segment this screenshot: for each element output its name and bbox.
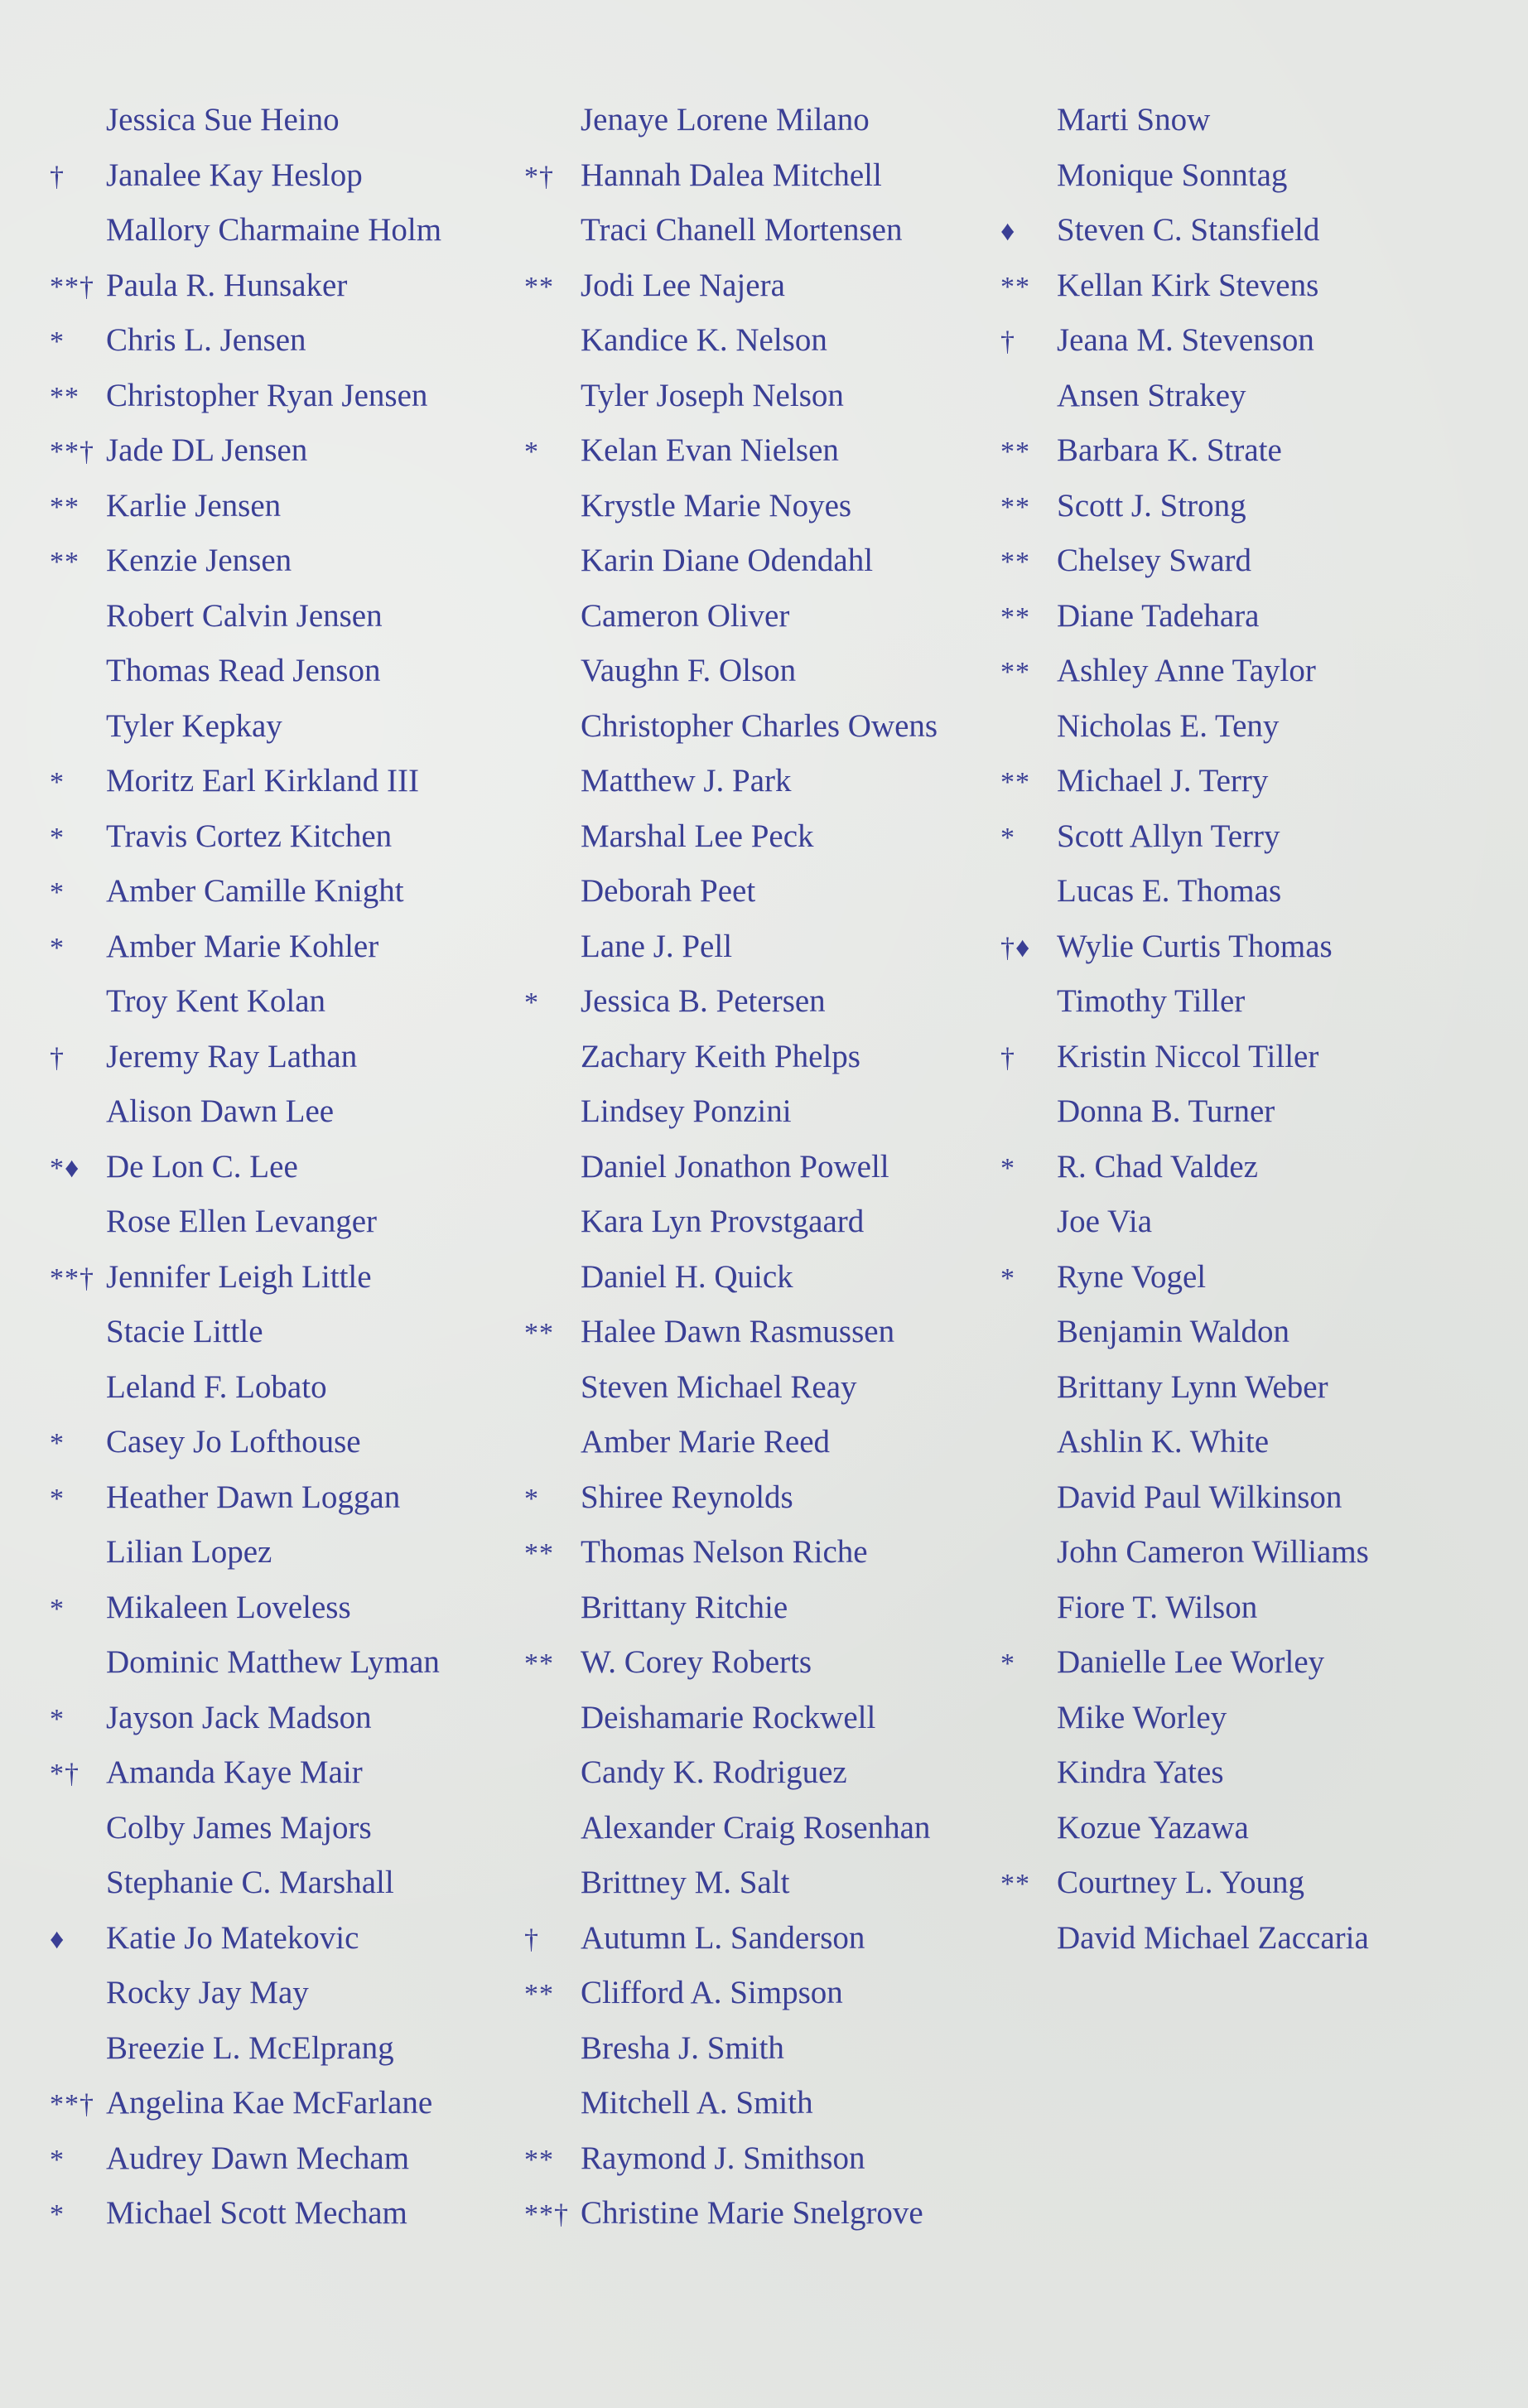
person-name: Jeana M. Stevenson <box>1057 322 1314 358</box>
list-item <box>1000 1470 1369 1526</box>
person-name: Ashley Anne Taylor <box>1057 653 1316 688</box>
list-item <box>50 313 441 369</box>
honor-mark: †♦ <box>1000 932 1031 963</box>
list-item <box>524 974 938 1030</box>
person-name: John Cameron Williams <box>1057 1534 1369 1570</box>
person-name: Benjamin Waldon <box>1057 1314 1290 1349</box>
person-name: R. Chad Valdez <box>1057 1148 1258 1185</box>
list-item <box>1000 423 1369 479</box>
person-name: Jennifer Leigh Little <box>106 1258 372 1295</box>
person-name: Jade DL Jensen <box>106 432 308 468</box>
person-name: Amber Marie Kohler <box>106 928 379 964</box>
list-item <box>524 1305 938 1360</box>
person-name: Rocky Jay May <box>106 1975 309 2010</box>
list-item <box>1000 1635 1369 1691</box>
person-name: Barbara K. Strate <box>1057 432 1282 468</box>
list-item <box>50 699 441 755</box>
list-item <box>524 699 938 755</box>
list-item <box>50 148 441 204</box>
list-item <box>50 754 441 809</box>
honor-mark: † <box>1000 326 1015 357</box>
list-item <box>1000 1580 1369 1636</box>
list-item <box>50 1911 441 1966</box>
person-name: Courtney L. Young <box>1057 1865 1305 1900</box>
person-name: Zachary Keith Phelps <box>581 1038 860 1074</box>
honor-mark: **† <box>524 2199 569 2230</box>
person-name: Paula R. Hunsaker <box>106 267 348 303</box>
list-item <box>524 919 938 975</box>
list-item <box>1000 974 1369 1030</box>
person-name: Michael J. Terry <box>1057 763 1269 799</box>
list-item <box>1000 1140 1369 1195</box>
list-item <box>524 1360 938 1416</box>
person-name: Deishamarie Rockwell <box>581 1699 876 1735</box>
list-item <box>1000 479 1369 534</box>
honor-mark: * <box>50 822 65 853</box>
list-item <box>524 1966 938 2021</box>
list-item <box>1000 1084 1369 1140</box>
person-name: Donna B. Turner <box>1057 1093 1275 1129</box>
honor-mark: ** <box>524 1318 554 1349</box>
person-name: Matthew J. Park <box>581 763 792 799</box>
person-name: Amanda Kaye Mair <box>106 1754 363 1790</box>
person-name: Katie Jo Matekovic <box>106 1919 359 1956</box>
list-item <box>524 1084 938 1140</box>
person-name: Cameron Oliver <box>581 597 790 634</box>
list-item <box>524 2186 938 2242</box>
honor-mark: ** <box>1000 1869 1030 1899</box>
person-name: Daniel H. Quick <box>581 1258 793 1295</box>
person-name: Kindra Yates <box>1057 1754 1224 1790</box>
person-name: Kara Lyn Provstgaard <box>581 1204 865 1239</box>
person-name: Thomas Nelson Riche <box>581 1534 868 1570</box>
person-name: Dominic Matthew Lyman <box>106 1644 440 1680</box>
person-name: Stephanie C. Marshall <box>106 1865 394 1900</box>
list-item <box>524 1470 938 1526</box>
honor-mark: **† <box>50 437 94 467</box>
person-name: Scott Allyn Terry <box>1057 818 1280 854</box>
list-item <box>50 203 441 258</box>
list-item <box>50 919 441 975</box>
honor-mark: **† <box>50 2089 94 2120</box>
person-name: Ansen Strakey <box>1057 377 1246 413</box>
list-item <box>524 1911 938 1966</box>
honor-mark: * <box>50 767 65 798</box>
person-name: Karlie Jensen <box>106 487 282 524</box>
person-name: Alison Dawn Lee <box>106 1093 335 1129</box>
person-name: David Paul Wilkinson <box>1057 1479 1342 1515</box>
honor-mark: † <box>50 1042 65 1074</box>
list-item <box>1000 258 1369 314</box>
person-name: Stacie Little <box>106 1314 263 1349</box>
person-name: Michael Scott Mecham <box>106 2195 407 2231</box>
list-item <box>524 423 938 479</box>
list-item <box>1000 313 1369 369</box>
honor-mark: * <box>50 1483 65 1514</box>
list-item <box>524 479 938 534</box>
person-name: Jeremy Ray Lathan <box>106 1038 358 1074</box>
person-name: Angelina Kae McFarlane <box>106 2085 433 2121</box>
person-name: Leland F. Lobato <box>106 1368 327 1405</box>
honor-mark: ** <box>1000 491 1030 523</box>
person-name: Janalee Kay Heslop <box>106 157 363 193</box>
person-name: Casey Jo Lofthouse <box>106 1424 361 1460</box>
list-item <box>524 1140 938 1195</box>
list-item <box>50 1140 441 1195</box>
person-name: Travis Cortez Kitchen <box>106 818 393 854</box>
honor-mark: ** <box>524 1648 554 1679</box>
list-item <box>1000 1030 1369 1085</box>
person-name: Joe Via <box>1057 1204 1153 1239</box>
person-name: Bresha J. Smith <box>581 2029 784 2066</box>
honor-mark: ** <box>50 547 80 577</box>
list-item <box>1000 919 1369 975</box>
person-name: Marti Snow <box>1057 102 1211 138</box>
person-name: Fiore T. Wilson <box>1057 1589 1258 1625</box>
honor-mark: ** <box>1000 271 1030 302</box>
person-name: Rose Ellen Levanger <box>106 1204 378 1239</box>
honor-mark: * <box>50 326 65 357</box>
honor-mark: ** <box>1000 547 1030 577</box>
person-name: Kenzie Jensen <box>106 543 292 578</box>
person-name: Timothy Tiller <box>1057 983 1246 1019</box>
list-item <box>1000 1911 1369 1966</box>
list-item <box>50 1580 441 1636</box>
honor-mark: ** <box>1000 601 1030 633</box>
person-name: Wylie Curtis Thomas <box>1057 928 1333 964</box>
person-name: Ashlin K. White <box>1057 1424 1270 1460</box>
list-item <box>50 1635 441 1691</box>
list-item <box>50 864 441 919</box>
list-item <box>1000 1194 1369 1250</box>
honor-mark: ** <box>524 1979 554 2010</box>
list-item <box>524 589 938 644</box>
person-name: Shiree Reynolds <box>581 1479 793 1515</box>
person-name: Lane J. Pell <box>581 928 733 964</box>
name-column-3 <box>1000 93 1369 1966</box>
person-name: Daniel Jonathon Powell <box>581 1148 889 1185</box>
list-item <box>524 148 938 204</box>
person-name: Ryne Vogel <box>1057 1258 1207 1295</box>
person-name: Vaughn F. Olson <box>581 653 797 688</box>
person-name: Autumn L. Sanderson <box>581 1919 865 1956</box>
person-name: Breezie L. McElprang <box>106 2029 394 2066</box>
person-name: Raymond J. Smithson <box>581 2140 865 2176</box>
list-item <box>1000 1525 1369 1580</box>
list-item <box>50 1250 441 1305</box>
honor-mark: * <box>50 1593 65 1624</box>
person-name: Chris L. Jensen <box>106 322 306 358</box>
list-item <box>1000 1305 1369 1360</box>
honor-mark: **† <box>50 1262 94 1294</box>
honor-mark: ** <box>1000 437 1030 467</box>
list-item <box>50 2021 441 2077</box>
list-item <box>1000 1801 1369 1856</box>
person-name: Tyler Kepkay <box>106 707 282 744</box>
person-name: Monique Sonntag <box>1057 157 1288 193</box>
honor-mark: ♦ <box>50 1923 65 1955</box>
list-item <box>50 533 441 589</box>
list-item <box>1000 699 1369 755</box>
person-name: Steven C. Stansfield <box>1057 212 1320 248</box>
list-item <box>50 1030 441 1085</box>
list-item <box>524 533 938 589</box>
honor-mark: ** <box>524 271 554 302</box>
person-name: Jenaye Lorene Milano <box>581 102 870 138</box>
person-name: Kandice K. Nelson <box>581 322 827 358</box>
honor-mark: * <box>1000 1648 1015 1679</box>
person-name: Mikaleen Loveless <box>106 1589 351 1625</box>
list-item <box>1000 93 1369 148</box>
honor-mark: * <box>50 1428 65 1459</box>
person-name: Tyler Joseph Nelson <box>581 377 844 413</box>
list-item <box>524 1250 938 1305</box>
honor-mark: *† <box>50 1759 80 1789</box>
list-item <box>50 369 441 424</box>
list-item <box>50 1470 441 1526</box>
list-item <box>524 1691 938 1746</box>
list-item <box>50 644 441 699</box>
list-item <box>50 2076 441 2131</box>
list-item <box>50 479 441 534</box>
list-item <box>1000 1250 1369 1305</box>
person-name: Kozue Yazawa <box>1057 1809 1249 1846</box>
person-name: De Lon C. Lee <box>106 1148 298 1185</box>
person-name: Deborah Peet <box>581 873 756 909</box>
list-item <box>524 1194 938 1250</box>
list-item <box>524 203 938 258</box>
person-name: Audrey Dawn Mecham <box>106 2140 410 2176</box>
list-item <box>1000 589 1369 644</box>
list-item <box>50 1745 441 1801</box>
person-name: Nicholas E. Teny <box>1057 707 1280 744</box>
honor-mark: ** <box>524 1538 554 1569</box>
person-name: Krystle Marie Noyes <box>581 487 852 524</box>
list-item <box>1000 203 1369 258</box>
person-name: Christine Marie Snelgrove <box>581 2195 923 2231</box>
list-item <box>50 1801 441 1856</box>
list-item <box>1000 148 1369 204</box>
person-name: Mitchell A. Smith <box>581 2085 813 2121</box>
person-name: Troy Kent Kolan <box>106 983 326 1019</box>
list-item <box>50 589 441 644</box>
person-name: Brittney M. Salt <box>581 1865 790 1900</box>
list-item <box>1000 864 1369 919</box>
list-item <box>1000 1360 1369 1416</box>
person-name: Mike Worley <box>1057 1699 1227 1735</box>
list-item <box>1000 1415 1369 1470</box>
honor-mark: † <box>50 161 65 192</box>
person-name: Kelan Evan Nielsen <box>581 432 839 468</box>
list-item <box>50 1305 441 1360</box>
list-item <box>1000 533 1369 589</box>
person-name: Christopher Charles Owens <box>581 707 938 744</box>
list-item <box>50 2186 441 2242</box>
honor-mark: *† <box>524 161 554 192</box>
person-name: Thomas Read Jenson <box>106 653 381 688</box>
list-item <box>1000 809 1369 865</box>
person-name: Lindsey Ponzini <box>581 1093 792 1129</box>
honor-mark: * <box>50 2199 65 2230</box>
list-item <box>50 1360 441 1416</box>
honor-mark: ** <box>1000 767 1030 798</box>
person-name: Hannah Dalea Mitchell <box>581 157 882 193</box>
person-name: Lucas E. Thomas <box>1057 873 1282 909</box>
person-name: W. Corey Roberts <box>581 1644 812 1680</box>
person-name: Mallory Charmaine Holm <box>106 212 442 248</box>
honor-mark: * <box>524 987 539 1018</box>
honor-mark: * <box>50 932 65 963</box>
list-item <box>50 423 441 479</box>
person-name: Jessica B. Petersen <box>581 983 826 1019</box>
list-item <box>1000 644 1369 699</box>
honor-mark: * <box>1000 1152 1015 1184</box>
person-name: Kellan Kirk Stevens <box>1057 267 1319 303</box>
honor-mark: * <box>524 1483 539 1514</box>
list-item <box>50 93 441 148</box>
person-name: Jessica Sue Heino <box>106 102 340 138</box>
list-item <box>50 1525 441 1580</box>
honor-mark: * <box>524 437 539 467</box>
person-name: Danielle Lee Worley <box>1057 1644 1325 1680</box>
name-column-1 <box>50 93 441 2242</box>
honor-mark: † <box>1000 1042 1015 1074</box>
person-name: Chelsey Sward <box>1057 543 1252 578</box>
list-item <box>50 1966 441 2021</box>
list-item <box>524 754 938 809</box>
list-item <box>524 1580 938 1636</box>
person-name: Robert Calvin Jensen <box>106 597 383 634</box>
person-name: Lilian Lopez <box>106 1534 272 1570</box>
list-item <box>524 93 938 148</box>
honor-mark: * <box>50 877 65 908</box>
honor-mark: * <box>1000 1262 1015 1294</box>
person-name: Moritz Earl Kirkland III <box>106 763 419 799</box>
person-name: Steven Michael Reay <box>581 1368 857 1405</box>
list-item <box>50 1415 441 1470</box>
list-item <box>524 864 938 919</box>
person-name: Colby James Majors <box>106 1809 372 1846</box>
person-name: Christopher Ryan Jensen <box>106 377 428 413</box>
list-item <box>524 1415 938 1470</box>
list-item <box>50 974 441 1030</box>
honor-mark: ** <box>1000 657 1030 688</box>
honor-mark: ** <box>50 491 80 523</box>
name-column-2 <box>524 93 938 2242</box>
person-name: Clifford A. Simpson <box>581 1975 843 2010</box>
list-item <box>524 1745 938 1801</box>
person-name: Candy K. Rodriguez <box>581 1754 847 1790</box>
list-item <box>50 258 441 314</box>
list-item <box>50 1691 441 1746</box>
list-item <box>50 1194 441 1250</box>
person-name: Traci Chanell Mortensen <box>581 212 903 248</box>
list-item <box>524 258 938 314</box>
honor-mark: * <box>50 2144 65 2175</box>
person-name: Jayson Jack Madson <box>106 1699 372 1735</box>
person-name: Marshal Lee Peck <box>581 818 814 854</box>
list-item <box>50 1855 441 1911</box>
list-item <box>524 1635 938 1691</box>
person-name: Halee Dawn Rasmussen <box>581 1314 895 1349</box>
person-name: Jodi Lee Najera <box>581 267 785 303</box>
list-item <box>50 1084 441 1140</box>
honor-mark: † <box>524 1923 539 1955</box>
list-item <box>524 2021 938 2077</box>
list-item <box>1000 1691 1369 1746</box>
list-item <box>50 809 441 865</box>
honor-mark: ♦ <box>1000 216 1016 247</box>
honor-mark: ** <box>50 381 80 413</box>
person-name: Heather Dawn Loggan <box>106 1479 401 1515</box>
person-name: Alexander Craig Rosenhan <box>581 1809 931 1846</box>
list-item <box>524 313 938 369</box>
list-item <box>524 809 938 865</box>
list-item <box>524 1855 938 1911</box>
person-name: Kristin Niccol Tiller <box>1057 1038 1319 1074</box>
person-name: Brittany Lynn Weber <box>1057 1368 1328 1405</box>
person-name: Diane Tadehara <box>1057 597 1260 634</box>
honor-mark: ** <box>524 2144 554 2175</box>
person-name: Amber Marie Reed <box>581 1424 831 1460</box>
list-item <box>524 1801 938 1856</box>
list-item <box>524 1030 938 1085</box>
list-item <box>1000 1855 1369 1911</box>
honor-mark: * <box>1000 822 1015 853</box>
list-item <box>50 2131 441 2187</box>
list-item <box>524 1525 938 1580</box>
list-item <box>1000 1745 1369 1801</box>
honor-mark: *♦ <box>50 1152 80 1184</box>
person-name: Brittany Ritchie <box>581 1589 788 1625</box>
honor-mark: * <box>50 1703 65 1735</box>
list-item <box>1000 754 1369 809</box>
person-name: Karin Diane Odendahl <box>581 543 874 578</box>
list-item <box>524 369 938 424</box>
list-item <box>524 2076 938 2131</box>
list-item <box>524 2131 938 2187</box>
list-item <box>1000 369 1369 424</box>
honor-mark: **† <box>50 271 94 302</box>
person-name: Scott J. Strong <box>1057 487 1246 524</box>
list-item <box>524 644 938 699</box>
person-name: David Michael Zaccaria <box>1057 1919 1369 1956</box>
person-name: Amber Camille Knight <box>106 873 404 909</box>
